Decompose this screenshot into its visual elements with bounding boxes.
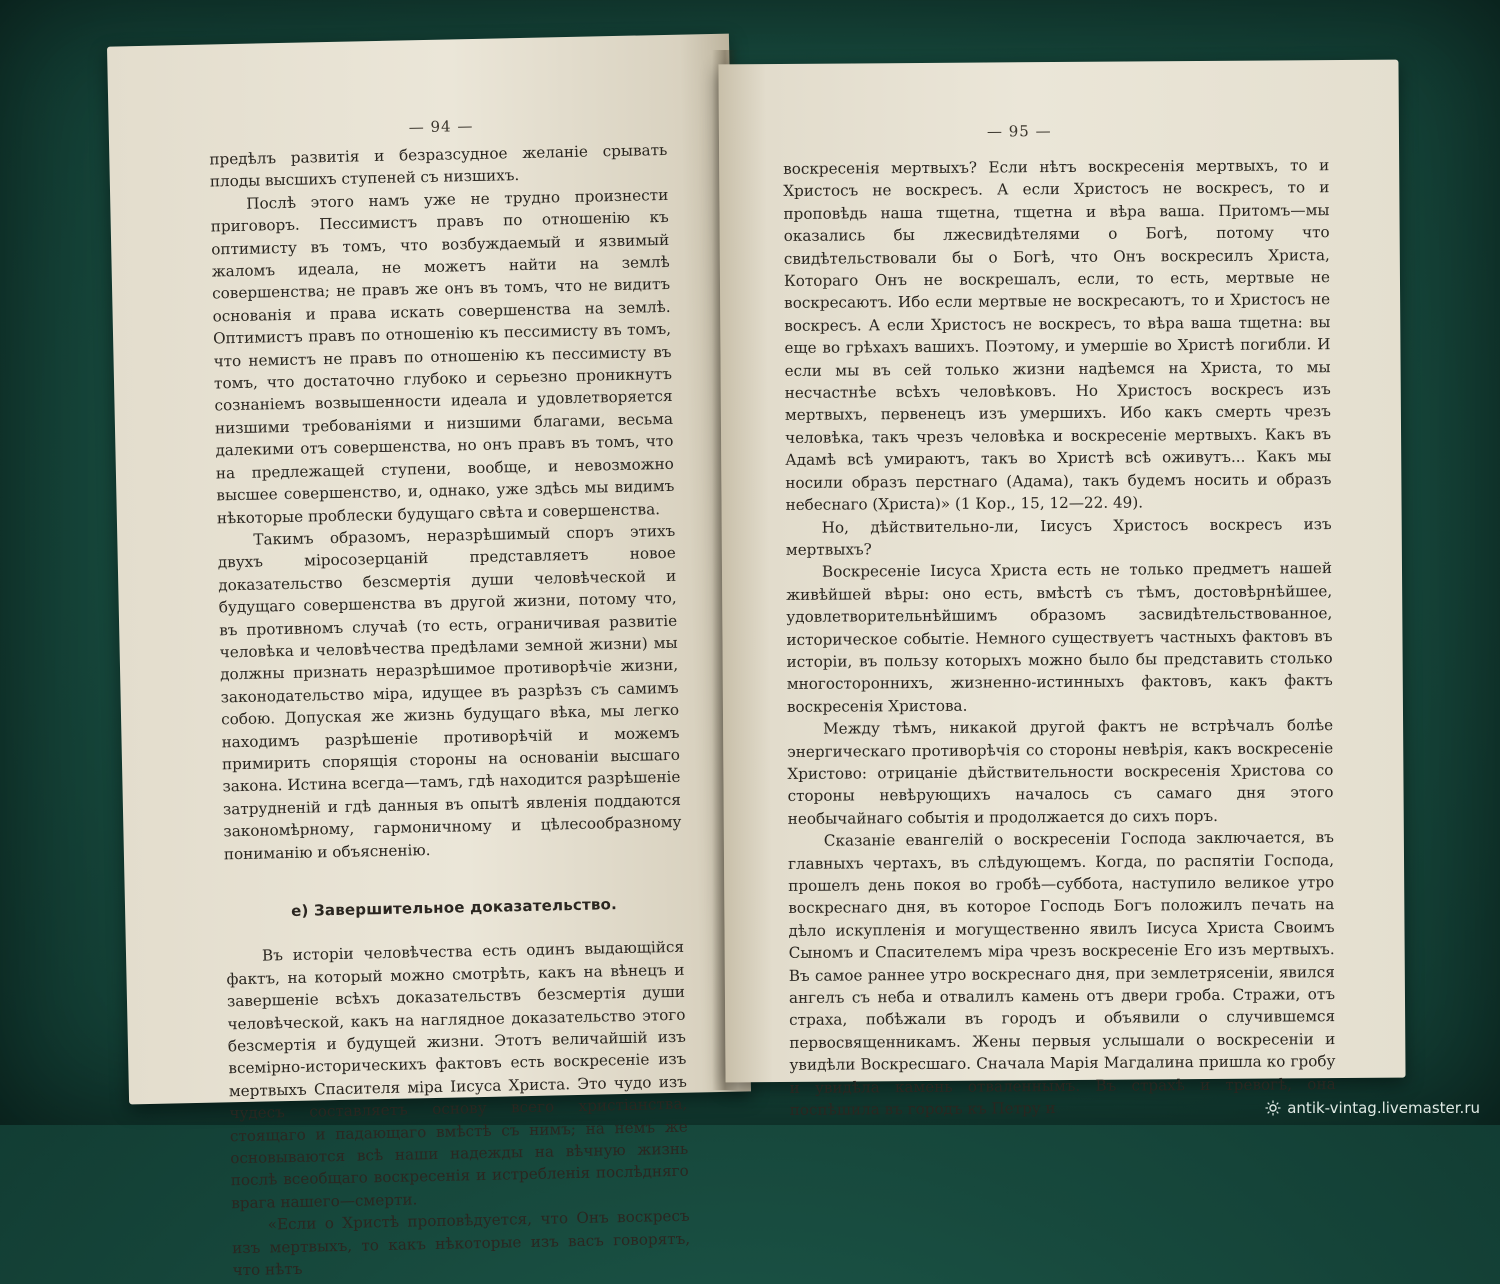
right-page-text: [783, 154, 1336, 1121]
left-page-text: [209, 139, 691, 1282]
paragraph: Между тѣмъ, никакой другой фактъ не встрѣчалъ болѣе энергическаго противорѣчія со стороны невѣрія, какъ воскресеніе Христово: отрицаніе дѣйствительности воскресенія Христова со стороны невѣрующихъ началось съ самаго дня этого необычайнаго событія и продолжается до сихъ поръ.: [787, 716, 1334, 828]
paragraph: Воскресеніе Іисуса Христа есть не только предметъ нашей живѣйшей вѣры: оно есть, вмѣстѣ съ тѣмъ, достовѣрнѣйшее, удовлетворительнѣйшимъ образомъ засвидѣтельствованное, историческое событіе. Немного существуетъ частныхъ фактовъ въ исторіи, въ пользу которыхъ можно было бы представить столько многостороннихъ, жизненно-истинныхъ фактовъ, какъ фактъ воскресенія Христова.: [786, 559, 1333, 716]
page-number-94: — 94 —: [408, 116, 474, 137]
paragraph: «Если о Христѣ проповѣдуется, что Онъ воскресъ изъ мертвыхъ, то какъ нѣкоторые изъ васъ говорятъ, что нѣтъ: [231, 1206, 691, 1280]
paragraph: предѣлъ развитія и безразсудное желаніе срывать плоды высшихъ ступеней съ низшихъ.: [209, 140, 668, 191]
paragraph: Послѣ этого намъ уже не трудно произнести приговоръ. Пессимистъ правъ по отношенію къ оптимисту въ томъ, что возбуждаемый и язвимый жаломъ идеала, не можетъ найти на землѣ совершенства; не правъ же онъ въ томъ, что не видитъ основанія и права искать совершенства на землѣ. Оптимистъ правъ по отношенію къ пессимисту въ томъ, что немистъ не правъ по отношенію къ пессимисту въ томъ, что достаточно глубоко и серьезно проникнутъ сознаніемъ возвышенности идеала и удовлетворяется низшими требованіями и низшими благами, весьма далекими отъ совершенства, но онъ правъ въ томъ, что на предлежащей ступени, вообще, и невозможно высшее совершенство, и, однако, уже здѣсь мы видимъ нѣкоторые проблески будущаго свѣта и совершенства.: [210, 185, 675, 527]
paragraph: Въ исторіи человѣчества есть одинъ выдающійся фактъ, на который можно смотрѣть, какъ на вѣнецъ и завершеніе всѣхъ доказательствъ безсмертія души человѣческой, какъ на наглядное доказательство этого безсмертія и будущей жизни. Этотъ величайшій изъ всемірно-историческихъ фактовъ есть воскресеніе изъ мертвыхъ Спасителя міра Іисуса Христа. Это чудо изъ чудесъ составляетъ основу всего христіанства, стоящаго и падающаго вмѣстѣ съ нимъ; на немъ же основываются всѣ наши надежды на вѣчную жизнь послѣ всеобщаго воскресенія и истребленія послѣдняго врага нашего—смерти.: [226, 938, 689, 1213]
sun-icon: [1265, 1100, 1281, 1116]
section-heading: е) Завершительное доказательство.: [291, 895, 618, 920]
left-page: [107, 34, 751, 1280]
paragraph: Сказаніе евангелій о воскресеніи Господа заключается, въ главныхъ чертахъ, въ слѣдующемъ. Когда, по распятіи Господа, прошелъ день покоя во гробѣ—суббота, наступило великое утро воскреснаго дня, въ которое Господь Богъ положилъ печать на дѣло искупленія и могущественно явилъ Іисуса Христа Своимъ Сыномъ и Спасителемъ міра чрезъ воскресеніе Его изъ мертвыхъ. Въ самое раннее утро воскреснаго дня, при землетрясеніи, явился ангелъ съ неба и отвалилъ камень отъ двери гроба. Стражи, отъ страха, побѣжали въ городъ и объявили о случившемся первосвященникамъ. Жены первыя услышали о воскресеніи и увидѣли Воскресшаго. Сначала Марія Магдалина пришла ко гробу и увидѣла камень отваленнымъ. Въ страхѣ и тревогѣ, она поспѣшила въ городъ къ Петру и: [787, 828, 1336, 1119]
paragraph: Но, дѣйствительно-ли, Іисусъ Христосъ воскресъ изъ мертвыхъ?: [785, 514, 1332, 559]
paragraph: воскресенія мертвыхъ? Если нѣтъ воскресенія мертвыхъ, то и Христосъ не воскресъ. А если Христосъ не воскресъ, то и проповѣдь наша тщетна, тщетна и вѣра ваша. Притомъ—мы оказались бы лжесвидѣтелями о Богѣ, потому что свидѣтельствовали бы о Богѣ, что Онъ воскресилъ Христа, Котораго Онъ не воскрешалъ, если, то есть, мертвые не воскресаютъ. Ибо если мертвые не воскресаютъ, то и Христосъ не воскресъ. А если Христосъ не воскресъ, то вѣра ваша тщетна: вы еще во грѣхахъ вашихъ. Поэтому, и умершіе во Христѣ погибли. И если мы въ сей только жизни надѣемся на Христа, то мы несчастнѣе всѣхъ человѣковъ. Но Христосъ воскресъ изъ мертвыхъ, первенецъ изъ умершихъ. Ибо какъ смерть чрезъ человѣка, такъ чрезъ человѣка и воскресеніе мертвыхъ. Какъ въ Адамѣ всѣ умираютъ, такъ во Христѣ всѣ оживутъ... Какъ мы носили образъ перстнаго (Адама), такъ будемъ носить и образъ небеснаго (Христа)» (1 Кор., 15, 12—22. 49).: [783, 156, 1332, 515]
watermark: [1265, 1099, 1480, 1117]
watermark-text: antik-vintag.livemaster.ru: [1287, 1099, 1480, 1117]
page-number-95: — 95 —: [986, 122, 1052, 141]
paragraph: Такимъ образомъ, неразрѣшимый споръ этихъ двухъ міросозерцаній представляетъ новое доказательство безсмертія души человѣческой и будущаго совершенства въ другой жизни, потому что, въ противномъ случаѣ (то есть, ограничивая развитіе человѣка и человѣчества предѣлами земной жизни) мы должны признать неразрѣшимое противорѣчіе жизни, законодательство міра, идущее въ разрѣзъ съ самимъ собою. Допуская же жизнь будущаго вѣка, мы легко находимъ разрѣшеніе противорѣчій и можемъ примирить спорящія стороны на основаніи высшаго закона. Истина всегда—тамъ, гдѣ находится разрѣшеніе затрудненій и гдѣ данныя въ опытѣ явленія поддаются закономѣрному, гармоничному и цѣлесообразному пониманію и объясненію.: [217, 521, 682, 863]
